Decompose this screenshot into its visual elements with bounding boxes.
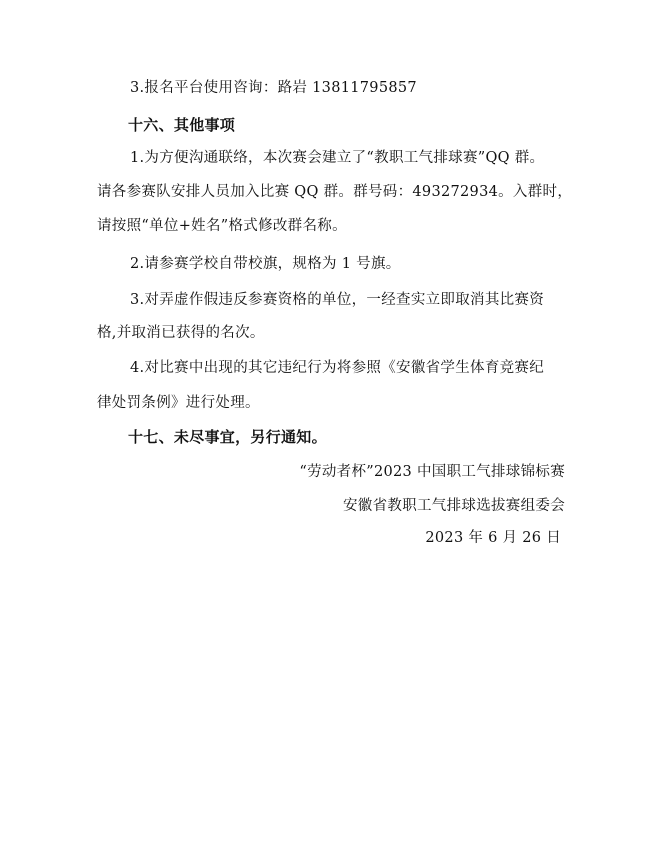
section-16-heading: 十六、其他事项 xyxy=(128,116,236,134)
item-2-line: 2.请参赛学校自带校旗，规格为 1 号旗。 xyxy=(130,256,401,272)
item-4-line-2: 律处罚条例》进行处理。 xyxy=(97,395,260,411)
signature-date: 2023 年 6 月 26 日 xyxy=(425,530,561,546)
signature-org-1: “劳动者杯”2023 中国职工气排球锦标赛 xyxy=(299,464,565,480)
consult-line: 3.报名平台使用咨询：路岩 13811795857 xyxy=(130,80,417,96)
section-17-heading: 十七、未尽事宜，另行通知。 xyxy=(128,428,327,446)
item-4-line-1: 4.对比赛中出现的其它违纪行为将参照《安徽省学生体育竞赛纪 xyxy=(130,360,545,376)
item-1-line-2: 请各参赛队安排人员加入比赛 QQ 群。群号码：493272934。入群时， xyxy=(97,184,573,200)
item-1-line-3: 请按照“单位+姓名”格式修改群名称。 xyxy=(97,218,347,234)
item-1-line-1: 1.为方便沟通联络，本次赛会建立了“教职工气排球赛”QQ 群。 xyxy=(130,150,545,166)
item-3-line-1: 3.对弄虚作假违反参赛资格的单位，一经查实立即取消其比赛资 xyxy=(130,292,545,308)
signature-org-2: 安徽省教职工气排球选拔赛组委会 xyxy=(343,498,565,514)
item-3-line-2: 格,并取消已获得的名次。 xyxy=(97,325,265,341)
